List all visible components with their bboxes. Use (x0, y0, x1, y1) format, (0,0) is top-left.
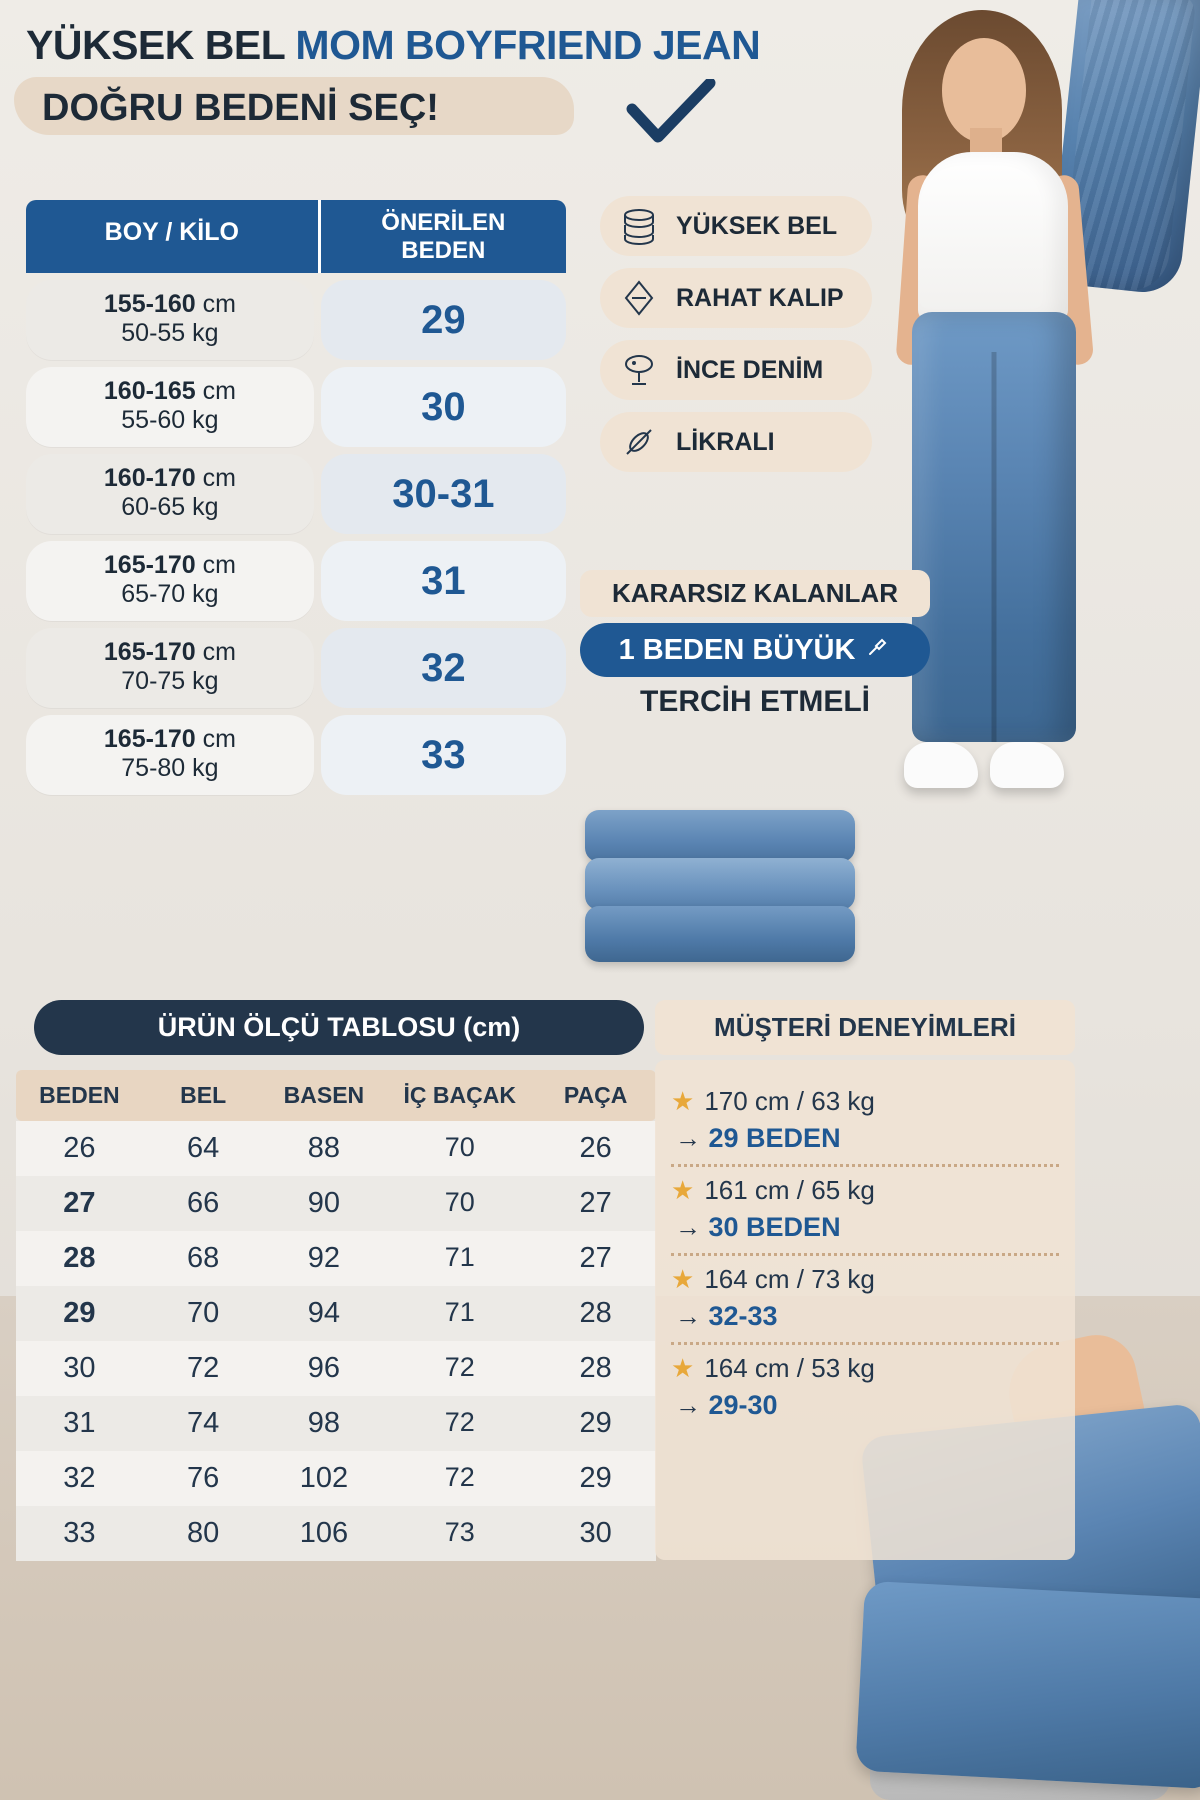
cell-paca: 29 (579, 1407, 612, 1439)
review-line-2 (671, 1212, 1059, 1243)
cell-ic-bacak: 73 (444, 1517, 475, 1547)
review-line-2 (671, 1301, 1059, 1332)
size-row-weight: 50-55 kg (121, 319, 219, 348)
product-col-ic-bacak: İÇ BAÇAK (403, 1082, 516, 1108)
size-row-height (26, 638, 314, 667)
product-table-header (16, 1070, 656, 1121)
undecided-line-3: TERCİH ETMELİ (640, 685, 870, 718)
undecided-line-2: 1 BEDEN BÜYÜK (618, 633, 856, 666)
height-value: 160-170 (103, 464, 196, 493)
cell-basen: 94 (307, 1297, 341, 1329)
review-result: 29-30 (708, 1390, 778, 1420)
product-measurement-table (16, 1070, 656, 1561)
arrow-right-icon: → (675, 1212, 701, 1242)
table-row (26, 628, 566, 708)
table-row (26, 280, 566, 360)
table-row (26, 541, 566, 621)
stacked-denim-icon (616, 203, 662, 249)
size-row-measures (26, 454, 314, 534)
height-value: 165-170 (103, 551, 196, 580)
height-unit: cm (202, 725, 236, 754)
review-result: 30 BEDEN (708, 1212, 841, 1242)
list-item (671, 1164, 1059, 1253)
pin-icon (865, 633, 891, 667)
size-row-weight: 75-80 kg (121, 754, 219, 783)
thin-denim-icon (616, 347, 662, 393)
review-line-2 (671, 1390, 1059, 1421)
cell-basen: 88 (307, 1132, 341, 1164)
cell-basen: 106 (299, 1517, 349, 1549)
cell-beden: 30 (63, 1352, 96, 1384)
list-item (671, 1253, 1059, 1342)
star-icon: ★ (671, 1353, 695, 1383)
cell-ic-bacak: 70 (444, 1187, 475, 1217)
table-row (16, 1341, 656, 1396)
review-line-1 (671, 1086, 1059, 1117)
size-row-weight: 65-70 kg (121, 580, 219, 609)
height-unit: cm (202, 551, 236, 580)
review-line-1 (671, 1175, 1059, 1206)
review-line-1 (671, 1353, 1059, 1384)
size-row-size: 32 (321, 628, 566, 708)
size-row-height (26, 464, 314, 493)
table-row (16, 1176, 656, 1231)
check-icon (626, 79, 716, 154)
size-table-col-1: BOY / KİLO (104, 218, 239, 246)
cell-paca: 30 (579, 1517, 612, 1549)
height-unit: cm (202, 377, 236, 406)
size-row-height (26, 377, 314, 406)
size-table-header (26, 200, 566, 273)
size-row-measures (26, 715, 314, 795)
review-result: 32-33 (708, 1301, 778, 1331)
review-stats: 164 cm / 53 kg (704, 1353, 875, 1383)
reviews-list (655, 1060, 1075, 1560)
review-line-2 (671, 1123, 1059, 1154)
model-shoe-right (990, 742, 1064, 788)
cell-bel: 64 (187, 1132, 220, 1164)
size-row-size: 29 (321, 280, 566, 360)
cell-beden: 33 (63, 1517, 96, 1549)
reviews-title: MÜŞTERİ DENEYİMLERİ (655, 1000, 1075, 1055)
cell-paca: 28 (579, 1297, 612, 1329)
title-part-1: YÜKSEK BEL (26, 22, 296, 68)
cell-beden: 29 (63, 1297, 96, 1329)
cell-beden: 28 (63, 1242, 96, 1274)
feature-label: YÜKSEK BEL (676, 211, 838, 240)
review-line-1 (671, 1264, 1059, 1295)
title-part-2: MOM BOYFRIEND JEAN (295, 22, 761, 68)
size-row-measures (26, 280, 314, 360)
size-row-height (26, 551, 314, 580)
cell-bel: 74 (187, 1407, 220, 1439)
product-table-title: ÜRÜN ÖLÇÜ TABLOSU (cm) (34, 1000, 644, 1055)
feature-item-stretch (600, 412, 872, 472)
subtitle: DOĞRU BEDENİ SEÇ! (42, 87, 439, 129)
cell-bel: 68 (187, 1242, 220, 1274)
table-row (26, 454, 566, 534)
list-item (671, 1342, 1059, 1431)
model-shoe-left (904, 742, 978, 788)
table-row (16, 1286, 656, 1341)
undecided-badge (580, 623, 930, 677)
header (0, 0, 830, 134)
star-icon: ★ (671, 1086, 695, 1116)
feature-item-relaxed-fit (600, 268, 872, 328)
cell-ic-bacak: 71 (444, 1242, 475, 1272)
table-row (16, 1231, 656, 1286)
size-row-measures (26, 628, 314, 708)
height-unit: cm (202, 638, 236, 667)
size-recommendation-table (26, 200, 566, 795)
size-row-weight: 70-75 kg (121, 667, 219, 696)
review-stats: 164 cm / 73 kg (704, 1264, 875, 1294)
cell-ic-bacak: 72 (444, 1352, 475, 1382)
feature-item-thin-denim (600, 340, 872, 400)
size-row-measures (26, 367, 314, 447)
size-table-col-2-line2: BEDEN (401, 236, 486, 264)
list-item (671, 1078, 1059, 1164)
cell-ic-bacak: 71 (444, 1297, 475, 1327)
table-row (16, 1506, 656, 1561)
size-row-height (26, 725, 314, 754)
table-row (16, 1396, 656, 1451)
cell-paca: 27 (579, 1187, 612, 1219)
size-row-size: 30 (321, 367, 566, 447)
star-icon: ★ (671, 1175, 695, 1205)
relaxed-fit-icon (616, 275, 662, 321)
size-row-size: 31 (321, 541, 566, 621)
product-col-basen: BASEN (283, 1082, 365, 1108)
undecided-callout (580, 570, 930, 719)
product-col-bel: BEL (180, 1082, 227, 1108)
cell-paca: 28 (579, 1352, 612, 1384)
review-stats: 170 cm / 63 kg (704, 1086, 875, 1116)
table-row (16, 1121, 656, 1176)
cell-basen: 92 (307, 1242, 341, 1274)
cell-ic-bacak: 72 (444, 1407, 475, 1437)
cell-ic-bacak: 70 (444, 1132, 475, 1162)
size-row-height (26, 290, 314, 319)
height-value: 155-160 (103, 290, 196, 319)
star-icon: ★ (671, 1264, 695, 1294)
size-row-measures (26, 541, 314, 621)
height-value: 165-170 (103, 725, 196, 754)
subtitle-wrap (26, 83, 455, 134)
model-white-top (918, 152, 1068, 322)
arrow-right-icon: → (675, 1301, 701, 1331)
cell-bel: 80 (187, 1517, 220, 1549)
arrow-right-icon: → (675, 1390, 701, 1420)
review-result: 29 BEDEN (708, 1123, 841, 1153)
undecided-line-1: KARARSIZ KALANLAR (580, 570, 930, 617)
review-stats: 161 cm / 65 kg (704, 1175, 875, 1205)
table-row (26, 715, 566, 795)
height-value: 160-165 (103, 377, 196, 406)
cell-basen: 98 (307, 1407, 341, 1439)
cell-basen: 90 (307, 1187, 341, 1219)
cell-beden: 26 (63, 1132, 96, 1164)
product-col-paca: PAÇA (563, 1082, 628, 1108)
feature-label: LİKRALI (676, 427, 775, 456)
cell-beden: 31 (63, 1407, 96, 1439)
page-title (26, 22, 830, 69)
cell-paca: 29 (579, 1462, 612, 1494)
size-row-size: 33 (321, 715, 566, 795)
size-row-weight: 55-60 kg (121, 406, 219, 435)
product-col-beden: BEDEN (39, 1082, 120, 1108)
size-table-col-2-line1: ÖNERİLEN (381, 209, 506, 236)
stretch-icon (616, 419, 662, 465)
cell-paca: 27 (579, 1242, 612, 1274)
cell-bel: 66 (187, 1187, 220, 1219)
height-unit: cm (202, 464, 236, 493)
cell-paca: 26 (579, 1132, 612, 1164)
table-row (16, 1451, 656, 1506)
model-photo (830, 0, 1160, 1000)
size-row-size: 30-31 (321, 454, 566, 534)
model-jeans (912, 312, 1076, 742)
cell-bel: 70 (187, 1297, 220, 1329)
arrow-right-icon: → (675, 1123, 701, 1153)
feature-list (600, 196, 900, 484)
cell-ic-bacak: 72 (444, 1462, 475, 1492)
table-row (26, 367, 566, 447)
cell-bel: 76 (187, 1462, 220, 1494)
feature-label: İNCE DENİM (676, 355, 824, 384)
size-table-col-2 (318, 200, 566, 273)
cell-basen: 96 (307, 1352, 341, 1384)
size-row-weight: 60-65 kg (121, 493, 219, 522)
height-value: 165-170 (103, 638, 196, 667)
folded-jeans-pile (585, 810, 855, 970)
height-unit: cm (202, 290, 236, 319)
cell-basen: 102 (299, 1462, 349, 1494)
cell-bel: 72 (187, 1352, 220, 1384)
cell-beden: 27 (63, 1187, 96, 1219)
feature-item-high-waist (600, 196, 872, 256)
cell-beden: 32 (63, 1462, 96, 1494)
feature-label: RAHAT KALIP (676, 283, 844, 312)
